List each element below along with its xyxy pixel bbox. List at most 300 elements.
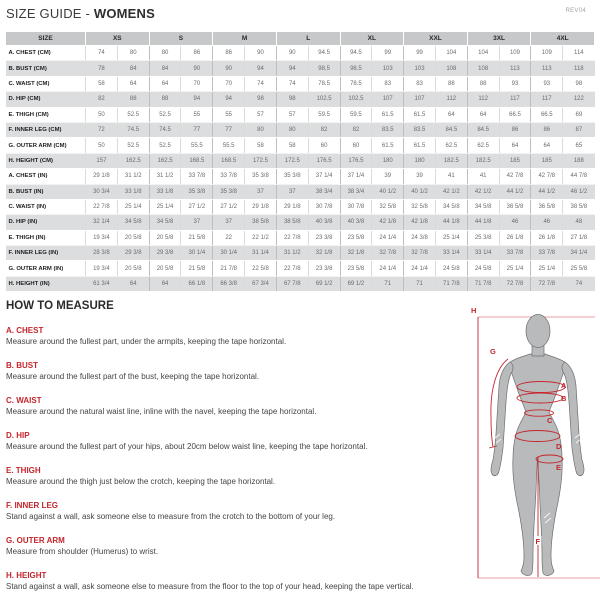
table-cell: 98.5 [308,61,340,76]
table-cell: 84 [149,61,181,76]
table-cell: 80 [117,46,149,61]
table-cell: 38 5/8 [276,215,308,230]
size-header-3xl: 3XL [467,32,531,46]
head [526,315,550,348]
table-cell: 31 1/2 [276,246,308,261]
table-cell: 117 [531,92,563,107]
table-cell: 30 7/8 [308,199,340,214]
table-row [6,92,595,107]
measure-item-text: Measure around the fullest part of the bust, keeping the tape horizontal. [6,372,260,381]
table-cell: 57 [276,107,308,122]
table-cell: 30 3/4 [86,184,118,199]
revision-label: REV04 [565,8,586,14]
table-cell: 77 [181,122,213,137]
table-cell: 37 1/4 [308,169,340,184]
table-cell: 84 [117,61,149,76]
table-cell: 98 [245,92,277,107]
table-cell: 83.5 [404,122,436,137]
table-row [6,199,595,214]
table-cell: 180 [404,153,436,168]
table-row [6,138,595,153]
table-cell: 25 1/4 [149,199,181,214]
table-cell: 88 [467,76,499,91]
table-cell: 65 [563,138,595,153]
table-cell: 90 [181,61,213,76]
table-cell: 57 [245,107,277,122]
table-cell: 30 7/8 [340,199,372,214]
table-cell: 172.5 [245,153,277,168]
table-cell: 29 3/8 [117,246,149,261]
table-cell: 84.5 [435,122,467,137]
table-cell: 35 3/8 [276,169,308,184]
table-cell: 25 1/4 [499,261,531,276]
table-cell: 86 [499,122,531,137]
size-column-header: SIZE [6,32,86,46]
table-cell: 26 1/8 [531,230,563,245]
table-cell: 102.5 [308,92,340,107]
table-cell: 21 5/8 [181,261,213,276]
table-cell: 74.5 [149,122,181,137]
table-cell: 157 [86,153,118,168]
table-cell: 24 1/4 [404,261,436,276]
table-cell: 35 3/8 [213,184,245,199]
table-cell: 93 [531,76,563,91]
chest-label: A [561,381,567,390]
row-label: F. INNER LEG (CM) [6,122,86,137]
table-cell: 113 [531,61,563,76]
table-cell: 33 1/8 [117,184,149,199]
table-cell: 23 5/8 [340,230,372,245]
table-cell: 117 [499,92,531,107]
table-cell: 83 [404,76,436,91]
table-cell: 113 [499,61,531,76]
table-cell: 33 7/8 [181,169,213,184]
table-cell: 108 [467,61,499,76]
table-cell: 42 7/8 [531,169,563,184]
table-cell: 58 [245,138,277,153]
row-label: C. WAIST (CM) [6,76,86,91]
measure-item [6,536,484,557]
table-cell: 162.5 [117,153,149,168]
table-cell: 21 5/8 [181,230,213,245]
table-cell: 104 [467,46,499,61]
row-label: D. HIP (CM) [6,92,86,107]
table-cell: 22 7/8 [276,261,308,276]
table-cell: 72 7/8 [531,276,563,291]
size-header-xs: XS [86,32,150,46]
row-label: B. BUST (CM) [6,61,86,76]
table-cell: 32 5/8 [372,199,404,214]
table-cell: 78.5 [340,76,372,91]
table-cell: 22 7/8 [276,230,308,245]
table-cell: 30 1/4 [213,246,245,261]
measure-item-text: Measure around the thigh just below the crotch, keeping the tape horizontal. [6,477,276,486]
table-cell: 70 [181,76,213,91]
table-cell: 112 [435,92,467,107]
table-cell: 50 [86,138,118,153]
table-cell: 180 [372,153,404,168]
table-cell: 33 7/8 [531,246,563,261]
size-header-4xl: 4XL [531,32,595,46]
table-cell: 176.5 [308,153,340,168]
table-cell: 44 1/2 [499,184,531,199]
table-cell: 103 [372,61,404,76]
table-cell: 28 3/8 [86,246,118,261]
table-cell: 19 3/4 [86,230,118,245]
table-cell: 52.5 [149,138,181,153]
table-cell: 44 1/2 [531,184,563,199]
table-cell: 185 [499,153,531,168]
table-cell: 23 5/8 [340,261,372,276]
table-cell: 64 [467,107,499,122]
table-cell: 44 1/8 [435,215,467,230]
table-cell: 31 1/2 [117,169,149,184]
table-cell: 64 [149,76,181,91]
table-cell: 107 [404,92,436,107]
row-label: A. CHEST (IN) [6,169,86,184]
table-cell: 41 [467,169,499,184]
table-cell: 77 [213,122,245,137]
table-cell: 34 5/8 [467,199,499,214]
table-cell: 38 3/4 [308,184,340,199]
table-cell: 26 1/8 [499,230,531,245]
table-cell: 39 [404,169,436,184]
table-cell: 172.5 [276,153,308,168]
table-cell: 71 7/8 [467,276,499,291]
table-cell: 114 [563,46,595,61]
table-cell: 29 1/8 [245,199,277,214]
table-cell: 94.5 [340,46,372,61]
table-cell: 71 [372,276,404,291]
table-cell: 66 3/8 [213,276,245,291]
table-cell: 86 [181,46,213,61]
table-cell: 90 [245,46,277,61]
table-cell: 182.5 [435,153,467,168]
table-cell: 84.5 [467,122,499,137]
row-label: G. OUTER ARM (CM) [6,138,86,153]
table-cell: 66 1/8 [181,276,213,291]
table-cell: 74 [86,46,118,61]
table-cell: 61.5 [372,107,404,122]
table-cell: 122 [563,92,595,107]
table-cell: 82 [308,122,340,137]
table-cell: 36 5/8 [531,199,563,214]
table-cell: 29 1/8 [276,199,308,214]
size-header-m: M [213,32,277,46]
table-cell: 67 7/8 [276,276,308,291]
table-cell: 61.5 [404,138,436,153]
table-cell: 22 5/8 [245,261,277,276]
measure-item-text: Measure from shoulder (Humerus) to wrist. [6,547,159,556]
table-cell: 162.5 [149,153,181,168]
table-cell: 24 1/4 [372,261,404,276]
table-cell: 37 [213,215,245,230]
measure-item-heading: H. HEIGHT [6,571,47,580]
table-cell: 78.5 [308,76,340,91]
size-header-xl: XL [340,32,404,46]
table-row [6,261,595,276]
row-label: G. OUTER ARM (IN) [6,261,86,276]
table-cell: 30 1/4 [181,246,213,261]
table-cell: 83 [372,76,404,91]
table-cell: 64 [435,107,467,122]
table-cell: 27 1/2 [213,199,245,214]
table-cell: 25 1/4 [531,261,563,276]
table-cell: 82 [340,122,372,137]
table-cell: 42 1/2 [467,184,499,199]
table-cell: 38 5/8 [245,215,277,230]
table-cell: 112 [467,92,499,107]
measure-item [6,501,484,522]
table-cell: 42 7/8 [499,169,531,184]
table-cell: 38 3/4 [340,184,372,199]
table-cell: 98 [276,92,308,107]
table-cell: 98.5 [340,61,372,76]
table-cell: 34 5/8 [149,215,181,230]
table-cell: 185 [531,153,563,168]
table-cell: 82 [86,92,118,107]
table-cell: 94 [276,61,308,76]
table-cell: 78 [86,61,118,76]
table-cell: 33 7/8 [499,246,531,261]
table-cell: 61 3/4 [86,276,118,291]
table-cell: 109 [531,46,563,61]
row-label: E. THIGH (IN) [6,230,86,245]
table-cell: 58 [86,76,118,91]
table-cell: 66.5 [499,107,531,122]
table-cell: 20 5/8 [117,261,149,276]
hip-label: D [556,442,562,451]
table-cell: 74 [276,76,308,91]
measure-item-heading: E. THIGH [6,466,41,475]
table-cell: 66.5 [531,107,563,122]
table-cell: 74 [563,276,595,291]
inner-leg-label: F [535,537,541,546]
measure-item-text: Measure around the fullest part of your hips, about 20cm below waist line, keeping the tape horizontal. [6,442,368,451]
table-cell: 61.5 [404,107,436,122]
row-label: A. CHEST (CM) [6,46,86,61]
size-chart-table [5,31,595,292]
row-label: H. HEIGHT (CM) [6,153,86,168]
measure-item-text: Stand against a wall, ask someone else to measure from the floor to the top of your head, keeping the tape vertical. [6,582,414,591]
table-cell: 37 [276,184,308,199]
page-title-womens: WOMENS [93,6,155,21]
measure-item-heading: B. BUST [6,361,38,370]
table-cell: 27 1/2 [181,199,213,214]
table-cell: 46 [499,215,531,230]
table-cell: 108 [435,61,467,76]
table-cell: 69 1/2 [308,276,340,291]
table-cell: 60 [340,138,372,153]
row-label: C. WAIST (IN) [6,199,86,214]
table-cell: 22 [213,230,245,245]
table-cell: 44 7/8 [563,169,595,184]
measure-item-heading: F. INNER LEG [6,501,59,510]
table-cell: 102.5 [340,92,372,107]
table-cell: 103 [404,61,436,76]
row-label: H. HEIGHT (IN) [6,276,86,291]
measure-item-heading: C. WAIST [6,396,42,405]
table-cell: 23 3/8 [308,261,340,276]
table-cell: 42 1/8 [404,215,436,230]
table-row [6,122,595,137]
table-cell: 182.5 [467,153,499,168]
table-cell: 34 1/4 [563,246,595,261]
table-cell: 33 1/4 [467,246,499,261]
table-cell: 80 [276,122,308,137]
table-cell: 40 3/8 [340,215,372,230]
table-cell: 19 3/4 [86,261,118,276]
table-cell: 36 5/8 [499,199,531,214]
table-cell: 55 [213,107,245,122]
table-cell: 22 7/8 [86,199,118,214]
row-label: B. BUST (IN) [6,184,86,199]
table-row [6,107,595,122]
measure-item [6,466,484,487]
table-cell: 52.5 [117,138,149,153]
table-cell: 74.5 [117,122,149,137]
table-cell: 22 1/2 [245,230,277,245]
table-cell: 83.5 [372,122,404,137]
table-cell: 44 1/8 [467,215,499,230]
table-cell: 94.5 [308,46,340,61]
table-cell: 50 [86,107,118,122]
table-cell: 64 [499,138,531,153]
table-cell: 31 1/4 [245,246,277,261]
table-cell: 69 1/2 [340,276,372,291]
table-cell: 48 [563,215,595,230]
table-cell: 46 [531,215,563,230]
table-cell: 98 [563,76,595,91]
table-cell: 32 5/8 [404,199,436,214]
table-cell: 88 [149,92,181,107]
right-arm [562,362,584,476]
outer-arm-label: G [490,347,496,356]
table-cell: 88 [435,76,467,91]
table-cell: 61.5 [372,138,404,153]
waist-label: C [547,416,553,425]
measure-item-heading: D. HIP [6,431,30,440]
body-diagram [466,296,600,600]
table-cell: 21 7/8 [213,261,245,276]
table-row [6,230,595,245]
table-cell: 55 [181,107,213,122]
row-label: F. INNER LEG (IN) [6,246,86,261]
measure-item-text: Measure around the fullest part, under the armpits, keeping the tape horizontal. [6,337,287,346]
table-cell: 37 [245,184,277,199]
table-cell: 64 [531,138,563,153]
table-cell: 52.5 [117,107,149,122]
table-cell: 24 1/4 [372,230,404,245]
table-cell: 32 7/8 [404,246,436,261]
table-cell: 188 [563,153,595,168]
table-cell: 25 1/4 [435,230,467,245]
table-cell: 37 1/4 [340,169,372,184]
measure-item-heading: G. OUTER ARM [6,536,65,545]
table-cell: 29 3/8 [149,246,181,261]
table-cell: 32 7/8 [372,246,404,261]
table-cell: 107 [372,92,404,107]
table-cell: 23 3/8 [308,230,340,245]
height-label: H [471,306,477,315]
table-row [6,276,595,291]
table-cell: 33 7/8 [213,169,245,184]
table-cell: 42 1/2 [435,184,467,199]
table-cell: 33 1/8 [149,184,181,199]
table-cell: 34 5/8 [117,215,149,230]
table-row [6,169,595,184]
table-cell: 20 5/8 [149,230,181,245]
table-cell: 24 3/8 [404,230,436,245]
table-cell: 20 5/8 [117,230,149,245]
table-row [6,61,595,76]
table-cell: 118 [563,61,595,76]
table-cell: 46 1/2 [563,184,595,199]
measure-item [6,361,484,382]
page-title-prefix: SIZE GUIDE - [6,6,94,21]
table-cell: 32 1/4 [86,215,118,230]
table-cell: 74 [245,76,277,91]
table-cell: 39 [372,169,404,184]
table-cell: 168.5 [213,153,245,168]
measure-item-heading: A. CHEST [6,326,44,335]
table-cell: 38 5/8 [563,199,595,214]
table-cell: 40 3/8 [308,215,340,230]
table-cell: 176.5 [340,153,372,168]
table-cell: 88 [117,92,149,107]
table-cell: 99 [404,46,436,61]
left-arm [491,362,513,476]
table-cell: 168.5 [181,153,213,168]
table-cell: 70 [213,76,245,91]
table-cell: 86 [531,122,563,137]
table-cell: 20 5/8 [149,261,181,276]
measure-item [6,431,484,452]
table-cell: 40 1/2 [372,184,404,199]
table-cell: 90 [276,46,308,61]
table-cell: 80 [149,46,181,61]
table-row [6,76,595,91]
table-cell: 67 3/4 [245,276,277,291]
size-header-xxl: XXL [404,32,468,46]
table-cell: 99 [372,46,404,61]
table-cell: 31 1/2 [149,169,181,184]
table-cell: 109 [499,46,531,61]
table-cell: 24 5/8 [435,261,467,276]
measure-item [6,396,484,417]
table-cell: 94 [181,92,213,107]
table-cell: 27 1/8 [563,230,595,245]
how-to-measure-title: HOW TO MEASURE [6,300,114,312]
table-cell: 62.5 [435,138,467,153]
table-cell: 34 5/8 [435,199,467,214]
table-cell: 94 [245,61,277,76]
table-cell: 71 [404,276,436,291]
table-cell: 69 [563,107,595,122]
table-cell: 55.5 [181,138,213,153]
table-cell: 94 [213,92,245,107]
table-cell: 25 3/8 [467,230,499,245]
table-cell: 52.5 [149,107,181,122]
table-cell: 37 [181,215,213,230]
table-cell: 72 [86,122,118,137]
table-cell: 64 [117,276,149,291]
table-cell: 42 1/8 [372,215,404,230]
table-cell: 64 [149,276,181,291]
table-cell: 80 [245,122,277,137]
row-label: E. THIGH (CM) [6,107,86,122]
table-cell: 59.5 [308,107,340,122]
